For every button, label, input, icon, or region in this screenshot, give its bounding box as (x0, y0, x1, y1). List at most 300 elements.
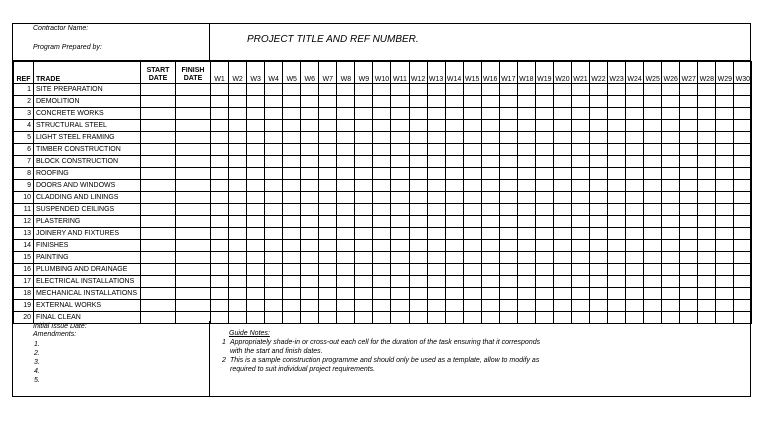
week-cell[interactable] (427, 240, 445, 252)
week-cell[interactable] (535, 192, 553, 204)
week-cell[interactable] (445, 228, 463, 240)
week-cell[interactable] (409, 288, 427, 300)
week-cell[interactable] (391, 132, 409, 144)
week-cell[interactable] (698, 96, 716, 108)
week-cell[interactable] (301, 120, 319, 132)
week-cell[interactable] (535, 108, 553, 120)
week-cell[interactable] (373, 84, 391, 96)
week-cell[interactable] (517, 168, 535, 180)
week-cell[interactable] (589, 288, 607, 300)
week-cell[interactable] (571, 144, 589, 156)
week-cell[interactable] (608, 216, 626, 228)
week-cell[interactable] (247, 132, 265, 144)
week-cell[interactable] (301, 180, 319, 192)
week-cell[interactable] (337, 132, 355, 144)
week-cell[interactable] (229, 240, 247, 252)
week-cell[interactable] (355, 156, 373, 168)
week-cell[interactable] (283, 252, 301, 264)
week-cell[interactable] (535, 204, 553, 216)
finish-date-cell[interactable] (176, 168, 211, 180)
week-cell[interactable] (301, 276, 319, 288)
week-cell[interactable] (626, 120, 644, 132)
week-cell[interactable] (698, 192, 716, 204)
week-cell[interactable] (391, 228, 409, 240)
week-cell[interactable] (644, 132, 662, 144)
week-cell[interactable] (319, 84, 337, 96)
week-cell[interactable] (644, 108, 662, 120)
week-cell[interactable] (571, 192, 589, 204)
week-cell[interactable] (698, 144, 716, 156)
week-cell[interactable] (283, 300, 301, 312)
week-cell[interactable] (644, 168, 662, 180)
week-cell[interactable] (229, 156, 247, 168)
week-cell[interactable] (211, 192, 229, 204)
week-cell[interactable] (698, 240, 716, 252)
week-cell[interactable] (517, 96, 535, 108)
week-cell[interactable] (265, 144, 283, 156)
week-cell[interactable] (644, 288, 662, 300)
week-cell[interactable] (391, 288, 409, 300)
week-cell[interactable] (355, 288, 373, 300)
week-cell[interactable] (553, 144, 571, 156)
week-cell[interactable] (662, 96, 680, 108)
week-cell[interactable] (211, 144, 229, 156)
week-cell[interactable] (662, 132, 680, 144)
week-cell[interactable] (734, 120, 752, 132)
finish-date-cell[interactable] (176, 240, 211, 252)
week-cell[interactable] (301, 228, 319, 240)
week-cell[interactable] (734, 288, 752, 300)
week-cell[interactable] (662, 240, 680, 252)
week-cell[interactable] (517, 252, 535, 264)
finish-date-cell[interactable] (176, 180, 211, 192)
week-cell[interactable] (409, 120, 427, 132)
week-cell[interactable] (589, 228, 607, 240)
week-cell[interactable] (535, 168, 553, 180)
week-cell[interactable] (283, 168, 301, 180)
week-cell[interactable] (319, 300, 337, 312)
start-date-cell[interactable] (141, 240, 176, 252)
week-cell[interactable] (589, 120, 607, 132)
week-cell[interactable] (662, 180, 680, 192)
week-cell[interactable] (626, 168, 644, 180)
week-cell[interactable] (662, 144, 680, 156)
week-cell[interactable] (391, 264, 409, 276)
week-cell[interactable] (589, 108, 607, 120)
week-cell[interactable] (373, 156, 391, 168)
start-date-cell[interactable] (141, 252, 176, 264)
week-cell[interactable] (716, 108, 734, 120)
week-cell[interactable] (553, 276, 571, 288)
week-cell[interactable] (319, 120, 337, 132)
week-cell[interactable] (716, 288, 734, 300)
week-cell[interactable] (481, 132, 499, 144)
week-cell[interactable] (445, 144, 463, 156)
week-cell[interactable] (481, 192, 499, 204)
week-cell[interactable] (265, 120, 283, 132)
week-cell[interactable] (391, 144, 409, 156)
week-cell[interactable] (499, 156, 517, 168)
week-cell[interactable] (553, 192, 571, 204)
week-cell[interactable] (247, 120, 265, 132)
week-cell[interactable] (716, 120, 734, 132)
week-cell[interactable] (445, 96, 463, 108)
week-cell[interactable] (247, 264, 265, 276)
week-cell[interactable] (608, 240, 626, 252)
week-cell[interactable] (626, 240, 644, 252)
week-cell[interactable] (644, 84, 662, 96)
week-cell[interactable] (355, 204, 373, 216)
week-cell[interactable] (463, 276, 481, 288)
week-cell[interactable] (553, 252, 571, 264)
week-cell[interactable] (680, 204, 698, 216)
week-cell[interactable] (229, 144, 247, 156)
start-date-cell[interactable] (141, 120, 176, 132)
week-cell[interactable] (499, 192, 517, 204)
week-cell[interactable] (265, 204, 283, 216)
week-cell[interactable] (355, 132, 373, 144)
week-cell[interactable] (445, 276, 463, 288)
week-cell[interactable] (626, 264, 644, 276)
week-cell[interactable] (535, 228, 553, 240)
week-cell[interactable] (535, 276, 553, 288)
finish-date-cell[interactable] (176, 96, 211, 108)
week-cell[interactable] (247, 168, 265, 180)
week-cell[interactable] (716, 144, 734, 156)
week-cell[interactable] (571, 168, 589, 180)
week-cell[interactable] (698, 300, 716, 312)
week-cell[interactable] (644, 180, 662, 192)
week-cell[interactable] (391, 252, 409, 264)
week-cell[interactable] (589, 84, 607, 96)
week-cell[interactable] (427, 252, 445, 264)
week-cell[interactable] (337, 228, 355, 240)
week-cell[interactable] (535, 156, 553, 168)
week-cell[interactable] (391, 300, 409, 312)
week-cell[interactable] (373, 216, 391, 228)
week-cell[interactable] (301, 84, 319, 96)
week-cell[interactable] (589, 276, 607, 288)
week-cell[interactable] (265, 108, 283, 120)
week-cell[interactable] (463, 300, 481, 312)
week-cell[interactable] (734, 108, 752, 120)
week-cell[interactable] (553, 288, 571, 300)
week-cell[interactable] (626, 144, 644, 156)
week-cell[interactable] (571, 228, 589, 240)
finish-date-cell[interactable] (176, 192, 211, 204)
week-cell[interactable] (409, 264, 427, 276)
week-cell[interactable] (680, 180, 698, 192)
week-cell[interactable] (211, 132, 229, 144)
week-cell[interactable] (319, 228, 337, 240)
week-cell[interactable] (373, 264, 391, 276)
week-cell[interactable] (373, 132, 391, 144)
week-cell[interactable] (680, 228, 698, 240)
week-cell[interactable] (553, 228, 571, 240)
week-cell[interactable] (211, 240, 229, 252)
week-cell[interactable] (373, 180, 391, 192)
week-cell[interactable] (481, 240, 499, 252)
week-cell[interactable] (445, 108, 463, 120)
week-cell[interactable] (535, 132, 553, 144)
week-cell[interactable] (680, 276, 698, 288)
week-cell[interactable] (608, 84, 626, 96)
week-cell[interactable] (211, 276, 229, 288)
week-cell[interactable] (301, 144, 319, 156)
week-cell[interactable] (427, 192, 445, 204)
week-cell[interactable] (589, 96, 607, 108)
week-cell[interactable] (463, 144, 481, 156)
week-cell[interactable] (301, 240, 319, 252)
week-cell[interactable] (337, 108, 355, 120)
week-cell[interactable] (283, 264, 301, 276)
week-cell[interactable] (481, 156, 499, 168)
week-cell[interactable] (391, 108, 409, 120)
week-cell[interactable] (247, 240, 265, 252)
week-cell[interactable] (427, 216, 445, 228)
week-cell[interactable] (301, 168, 319, 180)
finish-date-cell[interactable] (176, 216, 211, 228)
week-cell[interactable] (409, 96, 427, 108)
week-cell[interactable] (229, 96, 247, 108)
week-cell[interactable] (301, 108, 319, 120)
week-cell[interactable] (337, 288, 355, 300)
week-cell[interactable] (535, 300, 553, 312)
start-date-cell[interactable] (141, 192, 176, 204)
week-cell[interactable] (589, 252, 607, 264)
week-cell[interactable] (445, 252, 463, 264)
week-cell[interactable] (319, 180, 337, 192)
week-cell[interactable] (409, 204, 427, 216)
week-cell[interactable] (391, 120, 409, 132)
finish-date-cell[interactable] (176, 264, 211, 276)
week-cell[interactable] (734, 84, 752, 96)
week-cell[interactable] (517, 204, 535, 216)
week-cell[interactable] (662, 120, 680, 132)
week-cell[interactable] (517, 84, 535, 96)
week-cell[interactable] (499, 300, 517, 312)
week-cell[interactable] (337, 276, 355, 288)
week-cell[interactable] (337, 252, 355, 264)
week-cell[interactable] (608, 228, 626, 240)
week-cell[interactable] (716, 276, 734, 288)
week-cell[interactable] (319, 288, 337, 300)
week-cell[interactable] (535, 216, 553, 228)
week-cell[interactable] (662, 216, 680, 228)
week-cell[interactable] (698, 228, 716, 240)
week-cell[interactable] (409, 144, 427, 156)
week-cell[interactable] (409, 300, 427, 312)
week-cell[interactable] (571, 264, 589, 276)
week-cell[interactable] (247, 300, 265, 312)
week-cell[interactable] (301, 216, 319, 228)
week-cell[interactable] (427, 264, 445, 276)
week-cell[interactable] (608, 168, 626, 180)
week-cell[interactable] (662, 108, 680, 120)
week-cell[interactable] (391, 168, 409, 180)
week-cell[interactable] (698, 132, 716, 144)
week-cell[interactable] (373, 120, 391, 132)
week-cell[interactable] (734, 168, 752, 180)
week-cell[interactable] (211, 216, 229, 228)
week-cell[interactable] (553, 84, 571, 96)
start-date-cell[interactable] (141, 108, 176, 120)
week-cell[interactable] (499, 288, 517, 300)
week-cell[interactable] (211, 204, 229, 216)
week-cell[interactable] (481, 288, 499, 300)
week-cell[interactable] (211, 228, 229, 240)
week-cell[interactable] (698, 288, 716, 300)
week-cell[interactable] (211, 300, 229, 312)
week-cell[interactable] (481, 84, 499, 96)
week-cell[interactable] (644, 144, 662, 156)
week-cell[interactable] (481, 96, 499, 108)
week-cell[interactable] (427, 96, 445, 108)
week-cell[interactable] (626, 276, 644, 288)
week-cell[interactable] (463, 264, 481, 276)
finish-date-cell[interactable] (176, 120, 211, 132)
week-cell[interactable] (265, 192, 283, 204)
week-cell[interactable] (319, 252, 337, 264)
week-cell[interactable] (499, 132, 517, 144)
week-cell[interactable] (716, 204, 734, 216)
week-cell[interactable] (301, 264, 319, 276)
week-cell[interactable] (427, 228, 445, 240)
week-cell[interactable] (337, 204, 355, 216)
week-cell[interactable] (608, 180, 626, 192)
week-cell[interactable] (716, 240, 734, 252)
week-cell[interactable] (283, 204, 301, 216)
week-cell[interactable] (698, 180, 716, 192)
week-cell[interactable] (427, 180, 445, 192)
week-cell[interactable] (535, 120, 553, 132)
week-cell[interactable] (644, 192, 662, 204)
week-cell[interactable] (553, 180, 571, 192)
week-cell[interactable] (409, 84, 427, 96)
week-cell[interactable] (319, 264, 337, 276)
week-cell[interactable] (517, 300, 535, 312)
week-cell[interactable] (571, 120, 589, 132)
week-cell[interactable] (662, 168, 680, 180)
finish-date-cell[interactable] (176, 84, 211, 96)
week-cell[interactable] (463, 180, 481, 192)
week-cell[interactable] (247, 216, 265, 228)
week-cell[interactable] (211, 288, 229, 300)
week-cell[interactable] (337, 300, 355, 312)
week-cell[interactable] (229, 192, 247, 204)
week-cell[interactable] (283, 144, 301, 156)
week-cell[interactable] (211, 180, 229, 192)
week-cell[interactable] (211, 252, 229, 264)
week-cell[interactable] (626, 228, 644, 240)
week-cell[interactable] (608, 252, 626, 264)
week-cell[interactable] (319, 216, 337, 228)
week-cell[interactable] (463, 132, 481, 144)
week-cell[interactable] (680, 84, 698, 96)
week-cell[interactable] (644, 216, 662, 228)
week-cell[interactable] (571, 276, 589, 288)
week-cell[interactable] (355, 84, 373, 96)
week-cell[interactable] (301, 252, 319, 264)
week-cell[interactable] (283, 180, 301, 192)
week-cell[interactable] (716, 132, 734, 144)
week-cell[interactable] (337, 144, 355, 156)
week-cell[interactable] (481, 276, 499, 288)
week-cell[interactable] (445, 216, 463, 228)
week-cell[interactable] (265, 276, 283, 288)
week-cell[interactable] (211, 120, 229, 132)
week-cell[interactable] (355, 300, 373, 312)
finish-date-cell[interactable] (176, 204, 211, 216)
week-cell[interactable] (445, 120, 463, 132)
week-cell[interactable] (608, 276, 626, 288)
week-cell[interactable] (499, 264, 517, 276)
week-cell[interactable] (535, 144, 553, 156)
week-cell[interactable] (608, 132, 626, 144)
week-cell[interactable] (247, 108, 265, 120)
week-cell[interactable] (427, 120, 445, 132)
week-cell[interactable] (301, 288, 319, 300)
week-cell[interactable] (553, 156, 571, 168)
week-cell[interactable] (608, 156, 626, 168)
week-cell[interactable] (644, 240, 662, 252)
week-cell[interactable] (229, 300, 247, 312)
week-cell[interactable] (391, 180, 409, 192)
week-cell[interactable] (229, 108, 247, 120)
week-cell[interactable] (553, 96, 571, 108)
week-cell[interactable] (355, 120, 373, 132)
week-cell[interactable] (589, 204, 607, 216)
week-cell[interactable] (355, 216, 373, 228)
week-cell[interactable] (463, 252, 481, 264)
week-cell[interactable] (680, 168, 698, 180)
week-cell[interactable] (553, 300, 571, 312)
week-cell[interactable] (283, 216, 301, 228)
week-cell[interactable] (391, 156, 409, 168)
week-cell[interactable] (229, 288, 247, 300)
week-cell[interactable] (608, 204, 626, 216)
week-cell[interactable] (211, 156, 229, 168)
week-cell[interactable] (337, 156, 355, 168)
week-cell[interactable] (445, 84, 463, 96)
week-cell[interactable] (445, 156, 463, 168)
week-cell[interactable] (571, 204, 589, 216)
week-cell[interactable] (355, 228, 373, 240)
week-cell[interactable] (463, 168, 481, 180)
week-cell[interactable] (463, 96, 481, 108)
week-cell[interactable] (355, 168, 373, 180)
week-cell[interactable] (589, 240, 607, 252)
week-cell[interactable] (698, 120, 716, 132)
week-cell[interactable] (626, 132, 644, 144)
week-cell[interactable] (391, 216, 409, 228)
week-cell[interactable] (589, 192, 607, 204)
week-cell[interactable] (463, 228, 481, 240)
week-cell[interactable] (608, 192, 626, 204)
week-cell[interactable] (517, 276, 535, 288)
week-cell[interactable] (283, 132, 301, 144)
finish-date-cell[interactable] (176, 276, 211, 288)
week-cell[interactable] (265, 288, 283, 300)
week-cell[interactable] (517, 240, 535, 252)
week-cell[interactable] (247, 288, 265, 300)
week-cell[interactable] (716, 96, 734, 108)
week-cell[interactable] (265, 84, 283, 96)
week-cell[interactable] (229, 216, 247, 228)
week-cell[interactable] (626, 204, 644, 216)
week-cell[interactable] (319, 276, 337, 288)
week-cell[interactable] (626, 84, 644, 96)
